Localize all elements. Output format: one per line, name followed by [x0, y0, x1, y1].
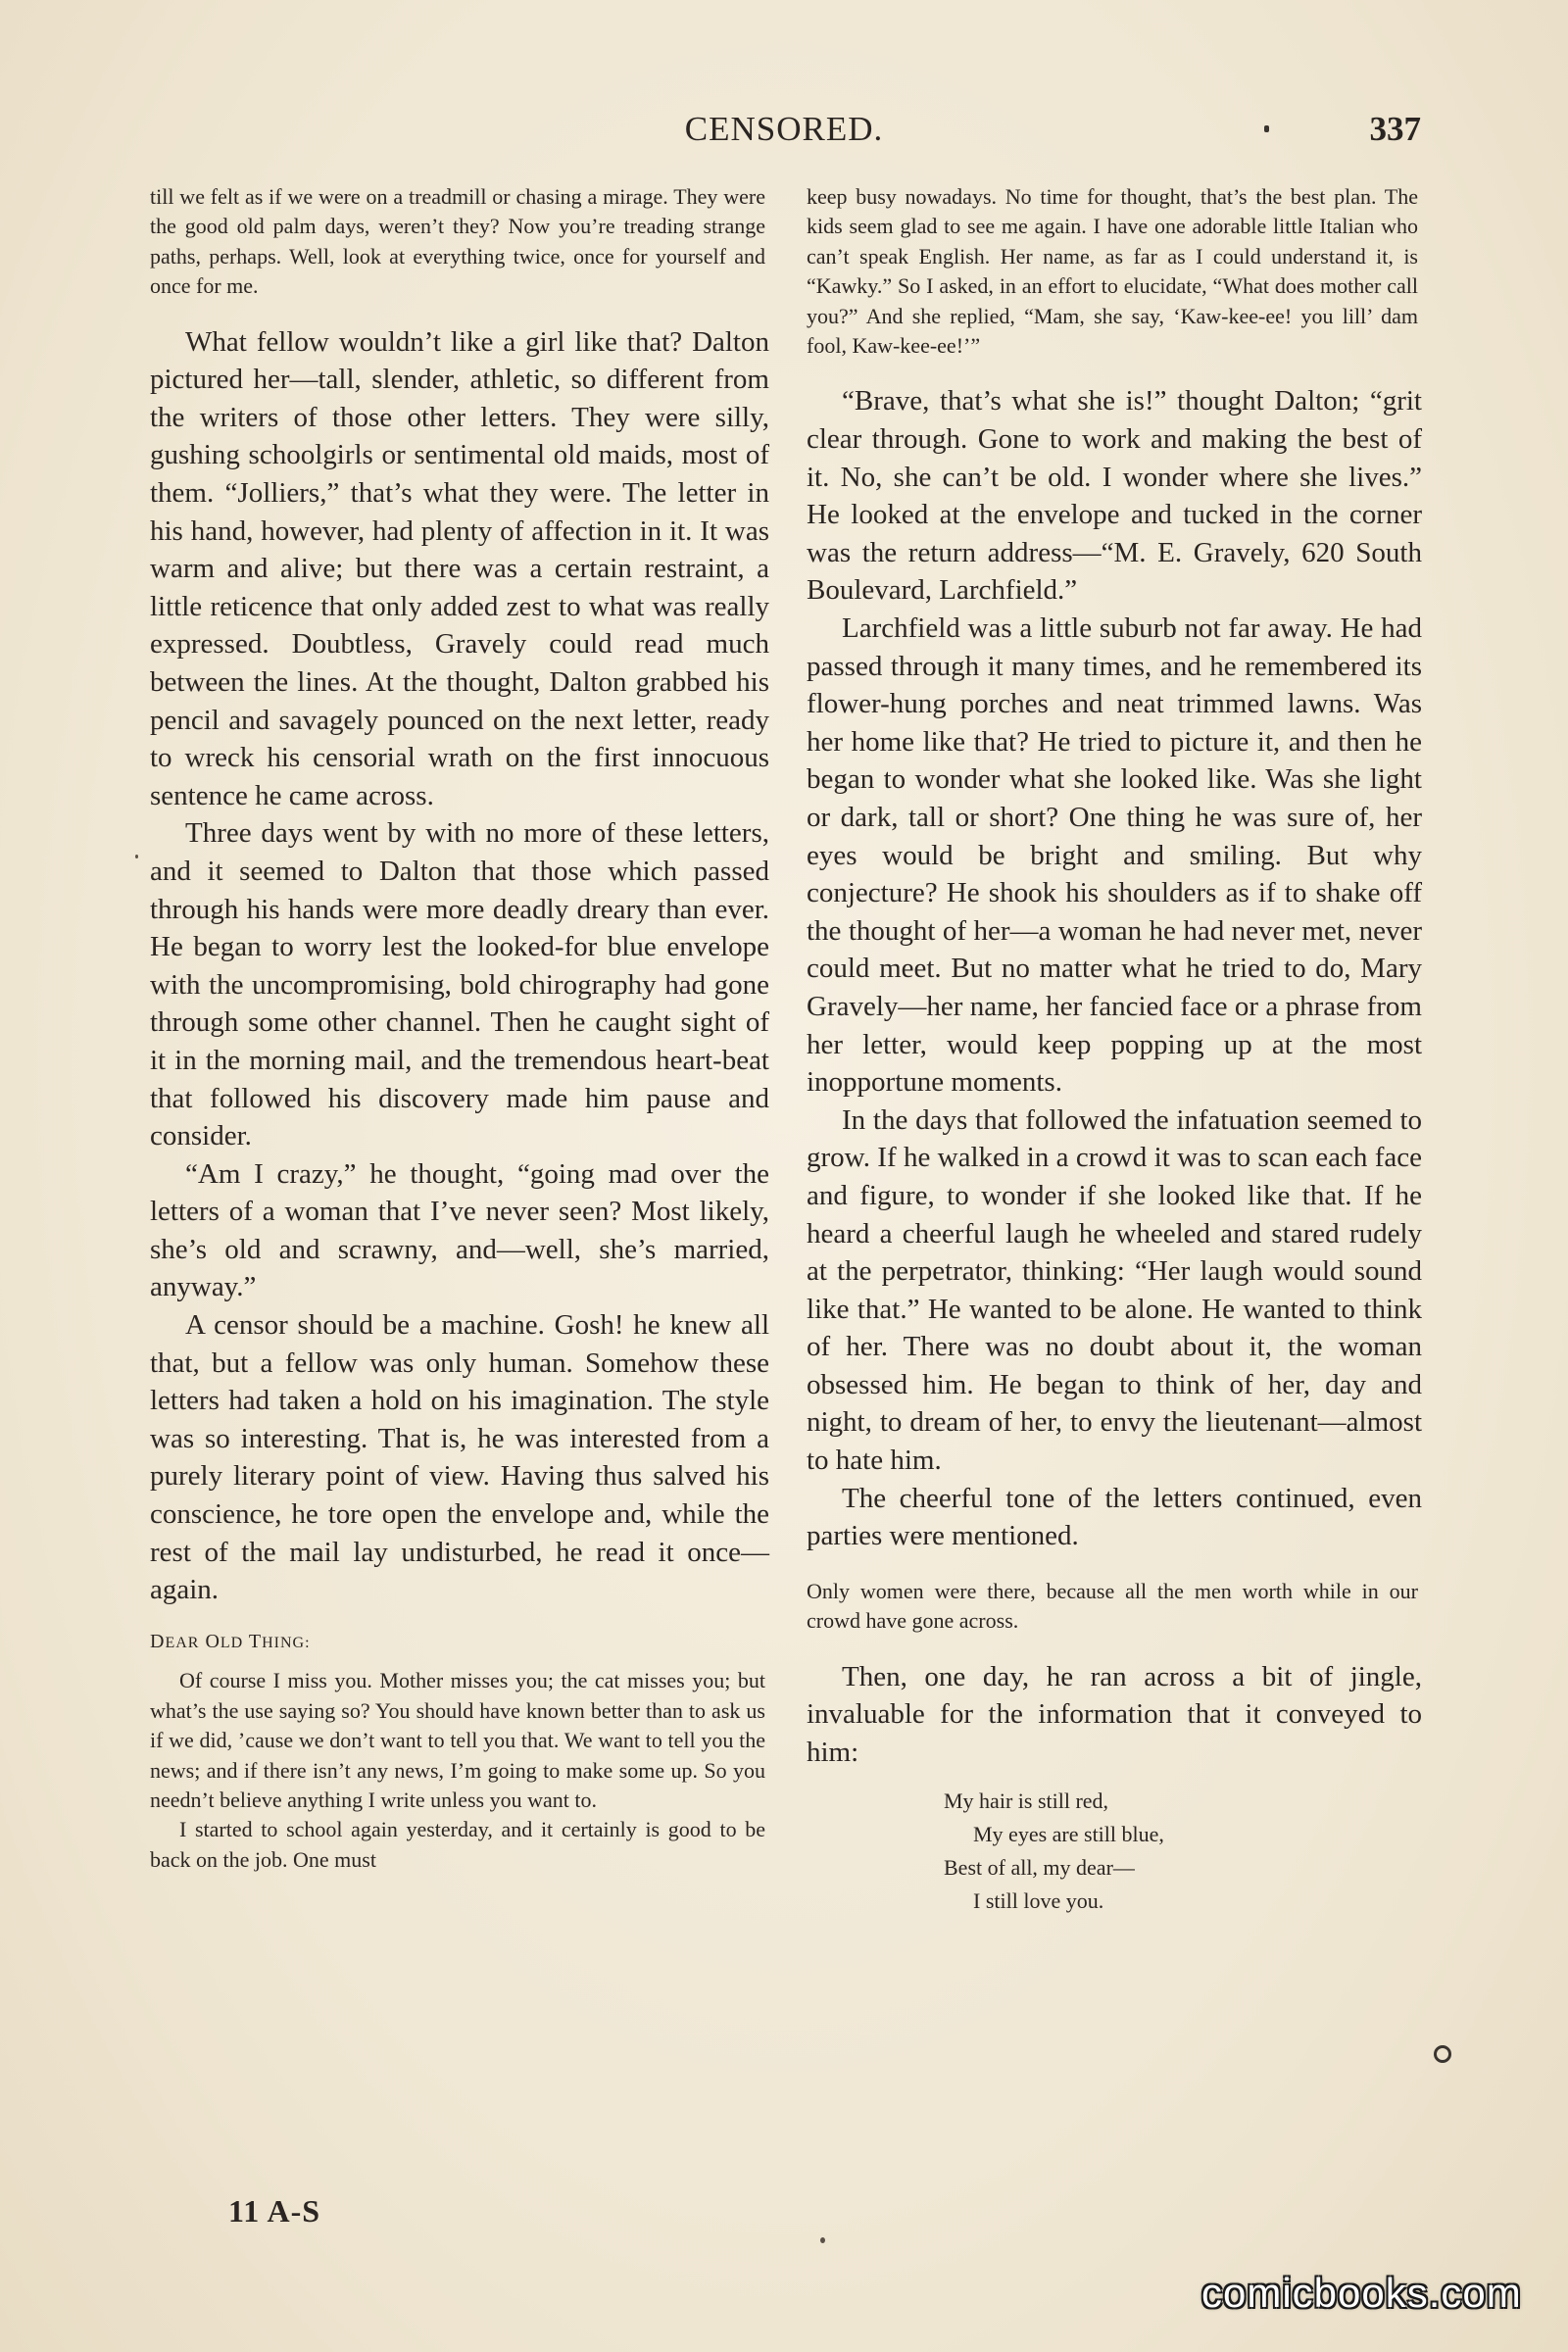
ink-speck-icon: [820, 2237, 825, 2243]
letter-salutation: [150, 1623, 769, 1663]
body-paragraph: “Am I crazy,” he thought, “going mad over the letters of a woman that I’ve never seen? Most likely, she’s old and scrawny, and—well, she’s married, anyway.”: [150, 1157, 769, 1303]
body-paragraph: Then, one day, he ran across a bit of jingle, invaluable for the information that it conveyed to him:: [807, 1660, 1422, 1768]
page-header: [147, 110, 1421, 159]
salutation-word: EAR: [165, 1634, 200, 1651]
body-paragraph: Larchfield was a little suburb not far away. He had passed through it many times, and he remembered its flower-hung porches and neat trimmed lawns. Was her home like that? He tried to picture it, and then he began to wonder what she looked like. Was she light or dark, tall or short? One thing he was sure of, her eyes would be bright and smiling. But why conjecture? He shook his shoulders as if to shake off the thought of her—a woman he had never met, never could meet. But no matter what he tried to do, Mary Gravely—her name, her fancied face or a phrase from her letter, would keep popping up at the most inopportune moments.: [807, 612, 1422, 1099]
poem-line: Best of all, my dear—: [944, 1855, 1135, 1881]
ink-speck-icon: [135, 855, 138, 858]
body-paragraph: What fellow wouldn’t like a girl like that? Dalton pictured her—tall, slender, athletic, so different from the writers of those other letters. They were silly, gushing schoolgirls or sentimental old maids, most of them. “Jolliers,” that’s what they were. The letter in his hand, however, had plenty of affection in it. It was warm and alive; but there was a certain restraint, a little reticence that only added zest to what was really expressed. Doubtless, Gravely could read much between the lines. At the thought, Dalton grabbed his pencil and savagely pounced on the next letter, ready to wreck his censorial wrath on the first innocuous sentence he came across.: [150, 325, 769, 811]
letter-paragraph: Of course I miss you. Mother misses you; the cat misses you; but what’s the use saying so? You should have known better than to ask us if we did, ’cause we don’t want to tell you that. We want to tell you the news; and if there isn’t any news, I’m going to make some up. So you needn’t believe anything I write unless you want to.: [150, 1668, 765, 1813]
salutation-word: HING:: [262, 1634, 311, 1651]
salutation-initial: O: [205, 1630, 220, 1652]
letter-continuation: keep busy nowadays. No time for thought, that’s the best plan. The kids seem glad to see me again. I have one adorable little Italian who can’t speak English. Her name, as far as I could understand it, is “Kawky.” So I asked, in an effort to elucidate, “What does mother call you?” And she replied, “Mam, she say, ‘Kaw-kee-ee! you lill’ dam fool, Kaw-kee-ee!’”: [807, 184, 1418, 359]
letter-excerpt: [807, 182, 1422, 361]
letter-paragraph: I started to school again yesterday, and it certainly is good to be back on the job. One must: [150, 1817, 765, 1872]
body-paragraph: The cheerful tone of the letters continued, even parties were mentioned.: [807, 1482, 1422, 1552]
letter-continuation: till we felt as if we were on a treadmill or chasing a mirage. They were the good old palm days, weren’t they? Now you’re treading strange paths, perhaps. Well, look at everything twice, once for yourself and once for me.: [150, 184, 765, 299]
letter-quote-text: Only women were there, because all the men worth while in our crowd have gone across.: [807, 1578, 1418, 1634]
watermark: comicbooks.com: [1201, 2270, 1522, 2316]
letter-body: [150, 1666, 769, 1875]
left-column: [150, 182, 769, 1875]
body-paragraph: Three days went by with no more of these letters, and it seemed to Dalton that those which passed through his hands were more deadly dreary than ever. He began to worry lest the looked-for blue envelope with the uncompromising, bold chirography had gone through some other channel. Then he caught sight of it in the morning mail, and the tremendous heart-beat that followed his discovery made him pause and consider.: [150, 817, 769, 1152]
body-paragraph: “Brave, that’s what she is!” thought Dalton; “grit clear through. Gone to work and making the best of it. No, she can’t be old. I wonder where she lives.” He looked at the envelope and tucked in the corner was the return address—“M. E. Gravely, 620 South Boulevard, Larchfield.”: [807, 385, 1422, 607]
body-paragraph: In the days that followed the infatuation seemed to grow. If he walked in a crowd it was to scan each face and figure, to wonder if she looked like that. If he heard a cheerful laugh he wheeled and stared rudely at the perpetrator, thinking: “Her laugh would sound like that.” He wanted to be alone. He wanted to think of her. There was no doubt about it, the woman obsessed him. He began to think of her, day and night, to dream of her, to envy the lieutenant—almost to hate him.: [807, 1103, 1422, 1477]
salutation-initial: T: [248, 1630, 263, 1652]
body-paragraph: A censor should be a machine. Gosh! he knew all that, but a fellow was only human. Somehow these letters had taken a hold on his imagination. The style was so interesting. That is, he was interested from a purely literary point of view. Having thus salved his conscience, he tore open the envelope and, while the rest of the mail lay undisturbed, he read it once—again.: [150, 1309, 769, 1606]
right-column: [807, 182, 1422, 1918]
letter-excerpt: [150, 182, 769, 302]
poem: [944, 1785, 1422, 1918]
letter-quote: [807, 1577, 1422, 1637]
running-title: CENSORED.: [684, 110, 884, 148]
ink-speck-icon: [1264, 125, 1269, 132]
signature-mark: 11 A-S: [228, 2193, 321, 2229]
poem-line: My hair is still red,: [944, 1788, 1109, 1814]
ring-mark-icon: [1434, 2045, 1451, 2063]
salutation-word: LD: [220, 1634, 244, 1651]
poem-line: I still love you.: [973, 1888, 1104, 1914]
page-number: 337: [1369, 110, 1421, 148]
poem-line: My eyes are still blue,: [973, 1822, 1164, 1847]
salutation-initial: D: [150, 1630, 166, 1652]
